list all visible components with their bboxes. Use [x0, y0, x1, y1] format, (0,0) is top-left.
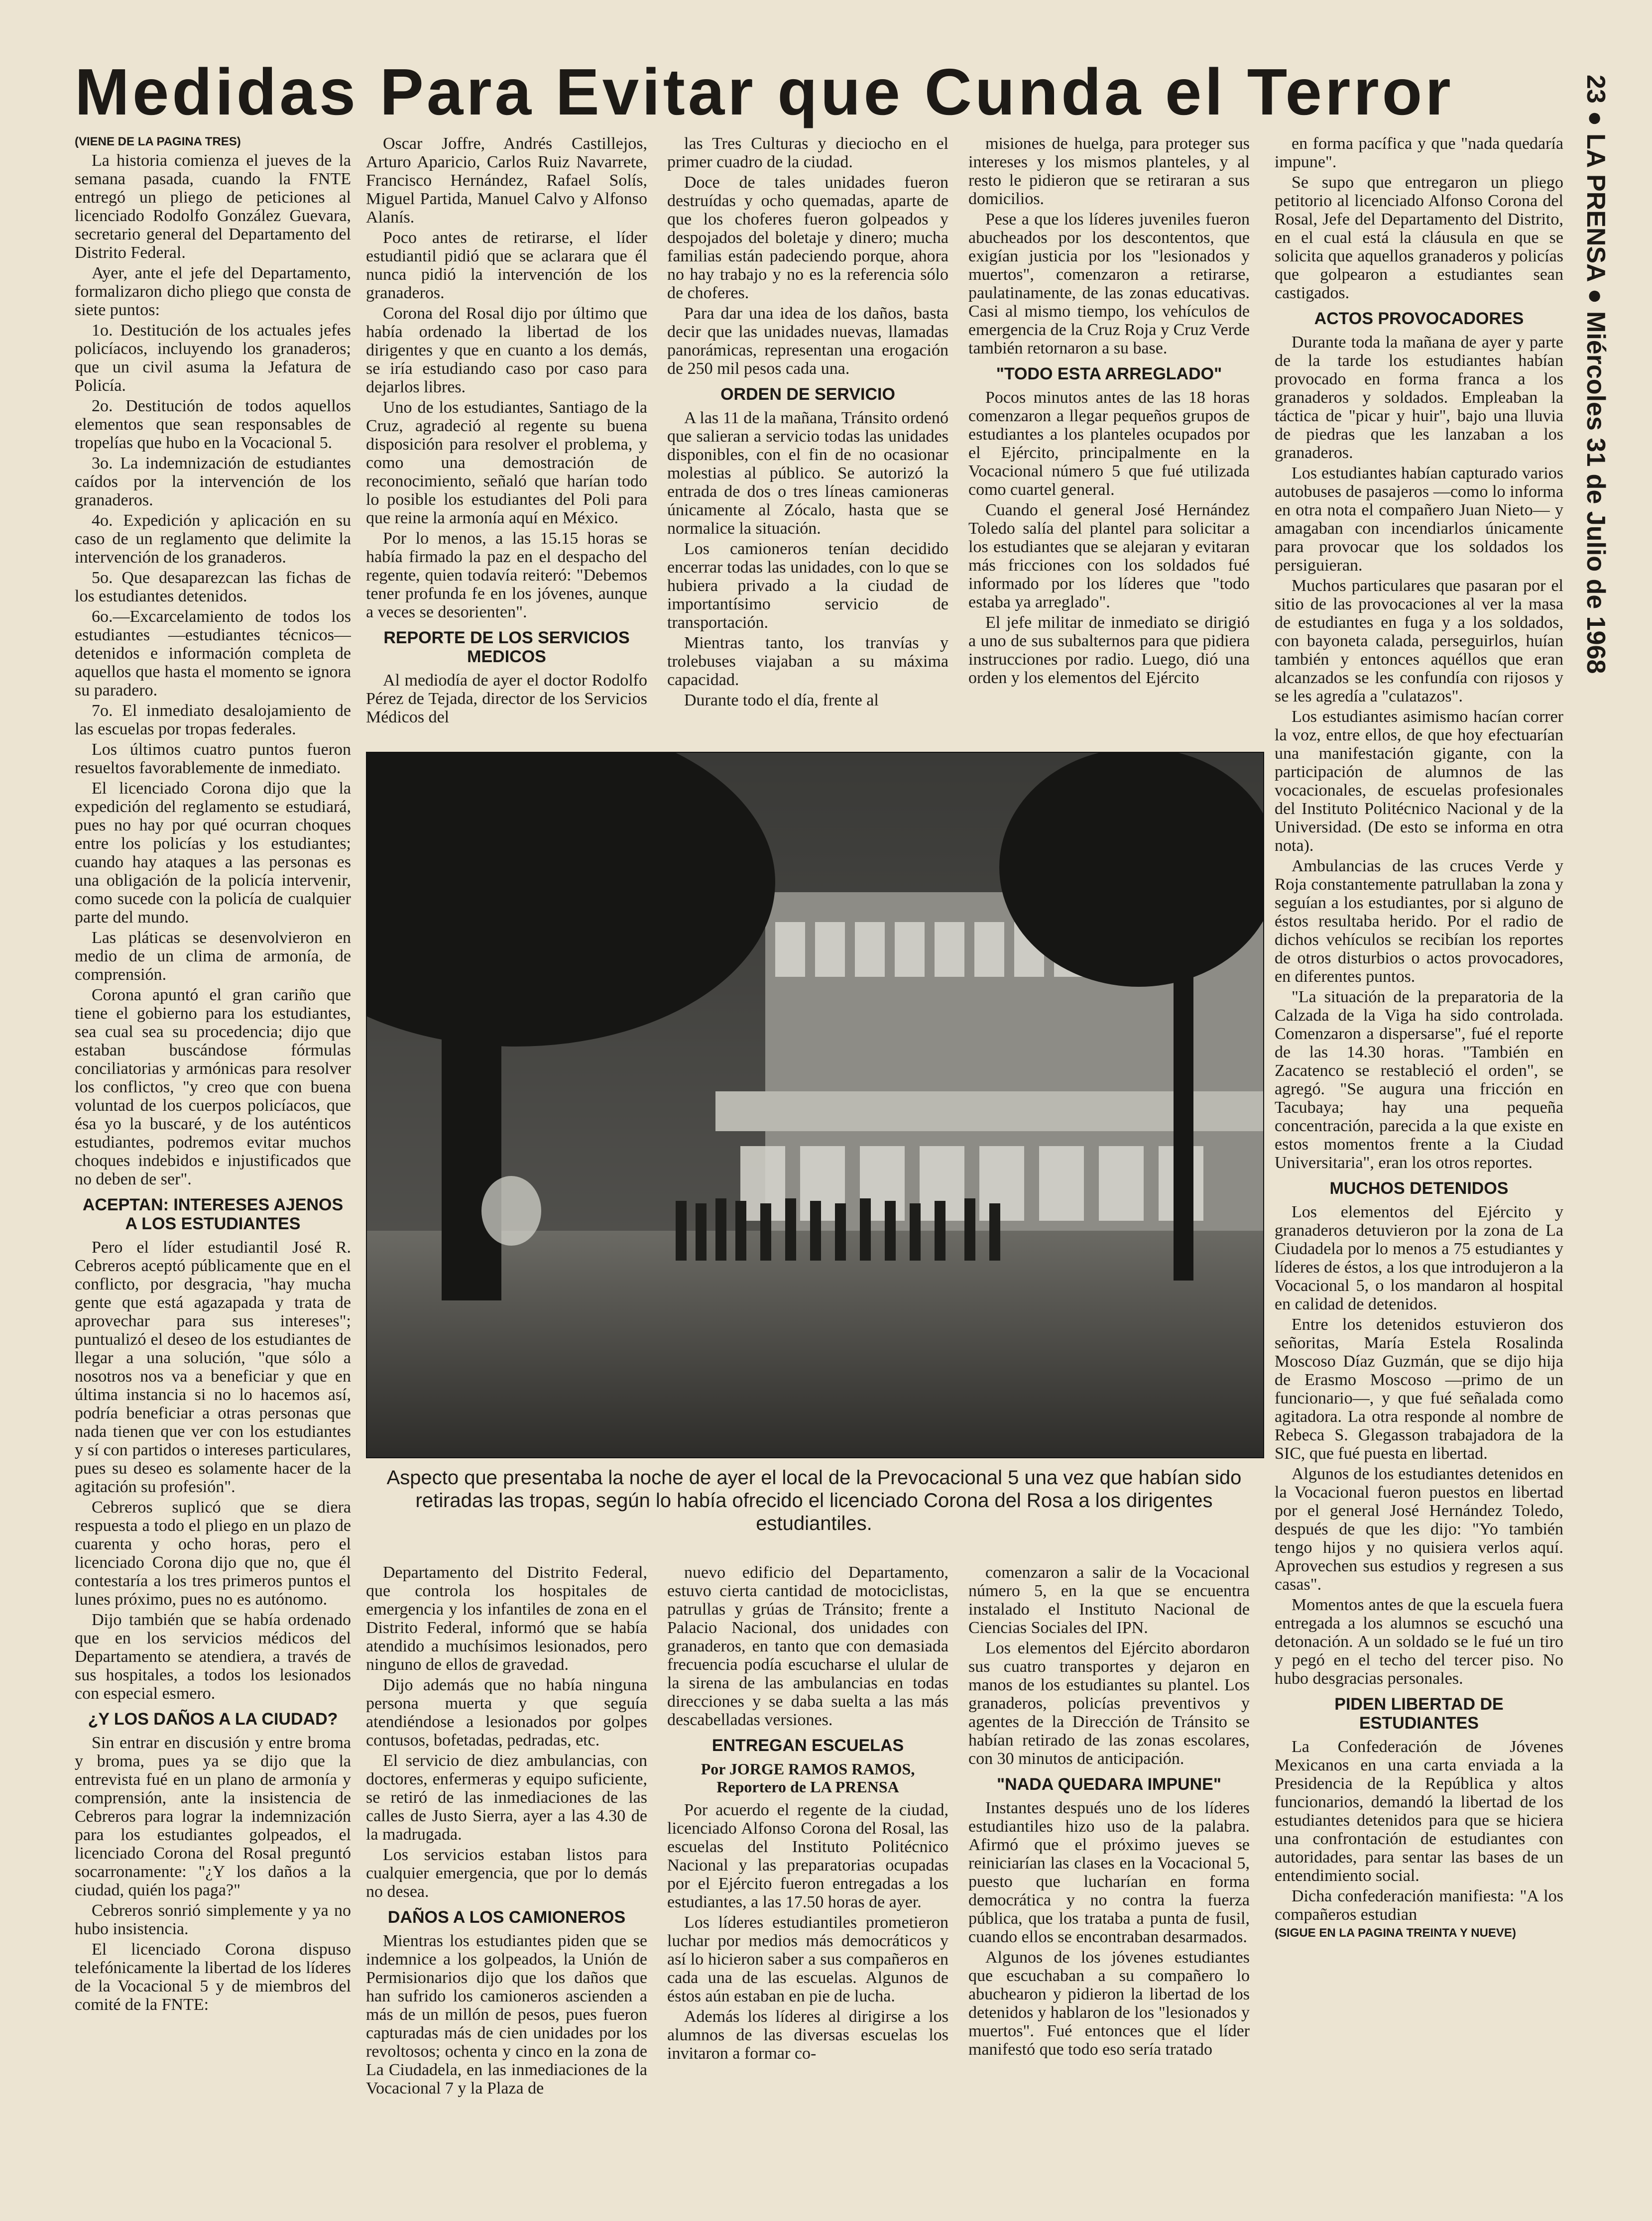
- paragraph: Corona del Rosal dijo por último que había ordenado la libertad de los dirigentes y que en cuanto a los demás, se iría estudiando caso por caso para dejarlos libres.: [366, 304, 647, 396]
- paragraph: Por acuerdo el regente de la ciudad, licenciado Alfonso Corona del Rosal, las escuelas del Instituto Politécnico Nacional y las preparatorias ocupadas por el Ejército fueron entregadas a los estudiantes, a las 17.50 horas de ayer.: [667, 1801, 948, 1911]
- news-photo: [366, 752, 1264, 1458]
- col5-body-2: [1275, 333, 1563, 1172]
- masthead-date: 23 ● LA PRENSA ● Miércoles 31 de Julio de 1968: [1581, 75, 1610, 674]
- col2b-body: [366, 1563, 647, 1901]
- paragraph: Durante todo el día, frente al: [684, 691, 879, 709]
- col1-body-3: [75, 1734, 351, 2014]
- paragraph: Mientras los estudiantes piden que se indemnice a los golpeados, la Unión de Permisionarios dijo que los daños que han sufrido los camioneros ascienden a más de un millón de pesos, pues fueron capturadas más de cien unidades por los revoltosos; ochenta y cinco en la zona de La Ciudadela, en las inmediaciones de la Vocacional 7 y la Plaza de: [366, 1932, 647, 2098]
- paragraph: "La situación de la preparatoria de la Calzada de la Viga ha sido controlada. Comenzaron a dispersarse", fué el reporte de las 14.30 horas. "También en Zacatenco se restableció el orden", se agregó. "Se augura una fricción en Tacubaya; hay una pequeña concentración, parecida a la que existe en estos momentos frente a la Ciudad Universitaria", eran los otros reportes.: [1275, 988, 1563, 1172]
- col1-body-2: [75, 1238, 351, 1703]
- paragraph: 4o. Expedición y aplicación en su caso de un reglamento que delimite la intervención de los granaderos.: [75, 511, 351, 567]
- photo-caption: Aspecto que presentaba la noche de ayer el local de la Prevocacional 5 una vez que habían sido retiradas las tropas, según lo había ofrecido el licenciado Corona del Rosa a los dirigentes estudiantiles.: [386, 1467, 1242, 1534]
- paragraph: Dijo además que no había ninguna persona muerta y que seguía atendiéndose a lesionados por golpes contusos, bofetadas, pedradas, etc.: [366, 1676, 647, 1750]
- col3b-body-2: [667, 1801, 948, 2063]
- paragraph: Durante toda la mañana de ayer y parte de la tarde los estudiantes habían provocado en forma franca a los granaderos y soldados. Empleaban la táctica de "picar y huir", bajo una lluvia de piedras que les lanzaban a los granaderos.: [1275, 333, 1563, 462]
- paragraph: El licenciado Corona dijo que la expedición del reglamento se estudiará, pues no hay por qué ocurran choques entre los policías y los estudiantes; cuando hay ataques a las personas es una obligación de la policía intervenir, como sucede con la policía de cualquier parte del mundo.: [75, 779, 351, 927]
- col3-body-2: [667, 409, 948, 709]
- paragraph: misiones de huelga, para proteger sus intereses y los mismos planteles, y al resto le pidieron que se retiraran a sus domicilios.: [968, 134, 1250, 208]
- paragraph: Cebreros sonrió simplemente y ya no hubo insistencia.: [75, 1901, 351, 1938]
- paragraph: Los líderes estudiantiles prometieron luchar por medios más democráticos y así lo hicieron saber a sus compañeros en cada una de las escuelas. Algunos de éstos aún estaban en pie de lucha.: [667, 1913, 948, 2005]
- paragraph: Algunos de los jóvenes estudiantes que escuchaban a su compañero lo abuchearon y pidieron la libertad de los detenidos y hablaron de los "lesionados y muertos". Fué entonces que el líder manifestó que todo eso sería tratado: [968, 1948, 1250, 2059]
- col4-body: [968, 134, 1250, 357]
- paragraph: Sin entrar en discusión y entre broma y broma, pues ya se dijo que la entrevista fué en un plano de armonía y comprensión, ante la insistencia de Cebreros para lograr la indemnización para los estudiantes golpeados, el licenciado Corona del Rosal preguntó socarronamente: "¿Y los daños a la ciudad, quién los paga?": [75, 1734, 351, 1899]
- column-2-top: [366, 134, 647, 744]
- paragraph: en forma pacífica y que "nada quedaría impune".: [1275, 134, 1563, 171]
- paragraph: 1o. Destitución de los actuales jefes policíacos, incluyendo los granaderos; que un civil asuma la Jefatura de Policía.: [75, 321, 351, 395]
- column-4-top: [968, 134, 1250, 744]
- col1-subhead-1: ACEPTAN: INTERESES AJENOS A LOS ESTUDIANTES: [82, 1195, 344, 1233]
- paragraph: Departamento del Distrito Federal, que controla los hospitales de emergencia y los infantiles de zona en el Distrito Federal, informó que se había atendido a muchísimos lesionados, pero ninguno de ellos de gravedad.: [366, 1563, 647, 1674]
- col2-body: [366, 134, 647, 621]
- paragraph: Cebreros suplicó que se diera respuesta a todo el pliego en un plazo de cuarenta y ocho horas, pero el licenciado Corona dijo que no, que él contestaría a los tres primeros puntos el lunes próximo, pues no es autónomo.: [75, 1498, 351, 1609]
- paragraph: Cuando el general José Hernández Toledo salía del plantel para solicitar a los estudiantes que se alejaran y evitaran más fricciones con los soldados fué informado por los líderes que "todo estaba ya arreglado".: [968, 501, 1250, 611]
- paragraph: La Confederación de Jóvenes Mexicanos en una carta enviada a la Presidencia de la República y altos funcionarios, demandó la libertad de los estudiantes detenidos para que se hiciera una confrontación de estudiantes con autoridades, para sentar las bases de un entendimiento social.: [1275, 1738, 1563, 1885]
- paragraph: La historia comienza el jueves de la semana pasada, cuando la FNTE entregó un pliego de peticiones al licenciado Rodolfo González Guevara, secretario general del Departamento del Distrito Federal.: [75, 151, 351, 262]
- col2b-body-2: [366, 1932, 647, 2098]
- paragraph: Los servicios estaban listos para cualquier emergencia, que por lo demás no desea.: [366, 1846, 647, 1901]
- paragraph: El servicio de diez ambulancias, con doctores, enfermeras y equipo suficiente, se retiró de las inmediaciones de las calles de Justo Sierra, ayer a las 4.30 de la madrugada.: [366, 1752, 647, 1844]
- paragraph: Las pláticas se desenvolvieron en medio de un clima de armonía, de comprensión.: [75, 929, 351, 984]
- paragraph: Pero el líder estudiantil José R. Cebreros aceptó públicamente que en el conflicto, por desgracia, "hay mucha gente que está agazapada y trata de aprovechar para sus intereses"; puntualizó el deseo de los estudiantes de llegar a una solución, "que sólo a nosotros nos va a beneficiar y que en última instancia si no lo hacemos así, podría beneficiar a otras personas que nada tienen que ver con los estudiantes y sí con partidos o intereses particulares, pues su deseo es solamente hacer de la agitación su profesión".: [75, 1238, 351, 1496]
- paragraph: Entre los detenidos estuvieron dos señoritas, María Estela Rosalinda Moscoso Díaz Guzmán, que se dijo hija de Erasmo Moscoso —primo de un funcionario—, y que fué señalada como agitadora. La otra responde al nombre de Rebeca S. Glegasson trabajadora de la SIC, que fué puesta en libertad.: [1275, 1315, 1563, 1463]
- paragraph: Los últimos cuatro puntos fueron resueltos favorablemente de inmediato.: [75, 740, 351, 777]
- col2-body-2: [366, 671, 647, 726]
- paragraph: Uno de los estudiantes, Santiago de la Cruz, agradeció al regente su buena disposición para resolver el problema, y como una demostración de reconocimiento, señaló que harían todo lo posible los estudiantes del Poli para que reine la armonía aquí en México.: [366, 398, 647, 527]
- paragraph: Instantes después uno de los líderes estudiantiles hizo uso de la palabra. Afirmó que el próximo jueves se reiniciarían las clases en la Vocacional 5, puesto que lucharían en forma democrática y no contra la fuerza pública, que los trataba a punta de fusil, cuando ellos se encontraban desarmados.: [968, 1799, 1250, 1946]
- paragraph: Ayer, ante el jefe del Departamento, formalizaron dicho pliego que consta de siete puntos:: [75, 264, 351, 319]
- paragraph: 6o.—Excarcelamiento de todos los estudiantes —estudiantes técnicos— detenidos e información completa de aquellos que hasta el momento se ignora su paradero.: [75, 607, 351, 700]
- col5-subhead-1: ACTOS PROVOCADORES: [1314, 309, 1524, 328]
- paragraph: Corona apuntó el gran cariño que tiene el gobierno para los estudiantes, sea cual sea su procedencia; dijo que estaban buscándose fórmulas conciliatorias y armónicas para resolver los conflictos, "y creo que con buena voluntad de los cuerpos policíacos, que ésa yo la buscaré, y de los auténticos estudiantes, podremos evitar muchos choques indebidos e injustificados que no deben de ser".: [75, 986, 351, 1188]
- col5-body: [1275, 134, 1563, 302]
- paragraph: Los estudiantes asimismo hacían correr la voz, entre ellos, de que hoy efectuarían una manifestación gigante, con la participación de alumnos de las vocacionales, de escuelas profesionales del Instituto Politécnico Nacional y de la Universidad. (De esto se informa en otra nota).: [1275, 707, 1563, 855]
- paragraph: Dijo también que se había ordenado que en los servicios médicos del Departamento se atendiera, a través de sus hospitales, a todos los lesionados con especial esmero.: [75, 1611, 351, 1703]
- col3-subhead-1: ORDEN DE SERVICIO: [720, 385, 895, 404]
- column-2-bottom: [366, 1563, 647, 2206]
- col2b-subhead-1: DAÑOS A LOS CAMIONEROS: [387, 1908, 626, 1927]
- column-1: [75, 134, 351, 2206]
- paragraph: El licenciado Corona dispuso telefónicamente la libertad de los líderes de la Vocacional 5 y de miembros del comité de la FNTE:: [75, 1940, 351, 2014]
- column-3-top: [667, 134, 948, 744]
- paragraph: 5o. Que desaparezcan las fichas de los estudiantes detenidos.: [75, 569, 351, 605]
- paragraph: Oscar Joffre, Andrés Castillejos, Arturo Aparicio, Carlos Ruiz Navarrete, Francisco Hernández, Rafael Solís, Miguel Partida, Manuel Calvo y Alfonso Alanís.: [366, 134, 647, 227]
- photo-illustration: [367, 753, 1263, 1457]
- byline: Por JORGE RAMOS RAMOS, Reportero de LA PRENSA: [701, 1760, 915, 1796]
- col4b-body: [968, 1563, 1250, 1768]
- paragraph: Mientras tanto, los tranvías y trolebuses viajaban a su máxima capacidad.: [667, 634, 948, 689]
- paragraph: Ambulancias de las cruces Verde y Roja constantemente patrullaban la zona y seguían a los estudiantes, por si alguno de éstos resultaba herido. Por el radio de dichos vehículos se recibían los reportes de otros disturbios o actos provocadores, en diferentes puntos.: [1275, 857, 1563, 986]
- paragraph: nuevo edificio del Departamento, estuvo cierta cantidad de motociclistas, patrullas y grúas de Tránsito; frente a Palacio Nacional, dos unidades con granaderos, en tanto que con demasiada frecuencia podía escucharse el ulular de la sirena de las ambulancias en todas direcciones y se daba suelta a las más descabelladas versiones.: [667, 1563, 948, 1729]
- paragraph: A las 11 de la mañana, Tránsito ordenó que salieran a servicio todas las unidades disponibles, con el fin de no ocasionar molestias al público. Se autorizó la entrada de dos o tres líneas camioneras únicamente al Zócalo, hasta que se normalice la situación.: [667, 409, 948, 538]
- paragraph: Pese a que los líderes juveniles fueron abucheados por los descontentos, que exigían justicia por los "lesionados y muertos", comenzaron a retirarse, paulatinamente, de las zonas educativas. Casi al mismo tiempo, los vehículos de emergencia de la Cruz Roja y Cruz Verde también retornaron a su base.: [968, 210, 1250, 357]
- paragraph: Los camioneros tenían decidido encerrar todas las unidades, con lo que se hubiera privado a la ciudad de importantísimo servicio de transportación.: [667, 540, 948, 632]
- column-5: [1275, 134, 1563, 2206]
- paragraph: Además los líderes al dirigirse a los alumnos de las diversas escuelas los invitaron a formar co-: [667, 2007, 948, 2063]
- paragraph: Los elementos del Ejército abordaron sus cuatro transportes y dejaron en manos de los estudiantes su plantel. Los granaderos, policías preventivos y agentes de la Dirección de Tránsito se habían retirado de las zonas escolares, con 30 minutos de anticipación.: [968, 1639, 1250, 1768]
- masthead-strip: [1573, 75, 1623, 1519]
- paragraph: Los elementos del Ejército y granaderos detuvieron por la zona de La Ciudadela por lo menos a 75 estudiantes y líderes de éstos, a los que introdujeron a la Vocacional 5, o los mandaron al hospital en calidad de detenidos.: [1275, 1203, 1563, 1313]
- paragraph: Dicha confederación manifiesta: "A los compañeros estudian: [1275, 1887, 1563, 1924]
- col5-subhead-3: PIDEN LIBERTAD DE ESTUDIANTES: [1334, 1695, 1504, 1733]
- col4b-subhead-1: "NADA QUEDARA IMPUNE": [997, 1775, 1221, 1794]
- paragraph: comenzaron a salir de la Vocacional número 5, en la que se encuentra instalado el Instituto Nacional de Ciencias Sociales del IPN.: [968, 1563, 1250, 1637]
- col3b-subhead-1: ENTREGAN ESCUELAS: [711, 1736, 904, 1755]
- paragraph: Poco antes de retirarse, el líder estudiantil pidió que se aclarara que él nunca pidió la intervención de los granaderos.: [366, 229, 647, 302]
- paragraph: 7o. El inmediato desalojamiento de las escuelas por tropas federales.: [75, 701, 351, 738]
- paragraph: Se supo que entregaron un pliego petitorio al licenciado Alfonso Corona del Rosal, Jefe del Departamento del Distrito, en el cual está la cláusula en que se solicita que aquellos granaderos y policías que golpearon a estudiantes sean castigados.: [1275, 173, 1563, 302]
- col4b-body-2: [968, 1799, 1250, 2059]
- continued-from: (VIENE DE LA PAGINA TRES): [75, 135, 241, 148]
- paragraph: 2o. Destitución de todos aquellos elementos que sean responsables de tropelías que hubo en la Vocacional 5.: [75, 397, 351, 452]
- col3-body: [667, 134, 948, 378]
- paragraph: Al mediodía de ayer el doctor Rodolfo Pérez de Tejada, director de los Servicios Médicos del: [366, 671, 647, 726]
- col5-body-3: [1275, 1203, 1563, 1688]
- col3b-body: [667, 1563, 948, 1729]
- paragraph: Algunos de los estudiantes detenidos en la Vocacional fueron puestos en libertad por el general José Hernández Toledo, después de que les dijo: "Yo también tengo hijos y no quisiera verlos aquí. Aprovechen sus estudios y regresen a sus casas".: [1275, 1465, 1563, 1594]
- col4-body-2: [968, 388, 1250, 687]
- col5-subhead-2: MUCHOS DETENIDOS: [1329, 1179, 1509, 1198]
- paragraph: Para dar una idea de los daños, basta decir que las unidades nuevas, llamadas panorámicas, representan una erogación de 250 mil pesos cada una.: [667, 304, 948, 378]
- continued-on: (SIGUE EN LA PAGINA TREINTA Y NUEVE): [1275, 1926, 1516, 1940]
- col5-body-4: [1275, 1738, 1563, 1924]
- col4-subhead-1: "TODO ESTA ARREGLADO": [996, 364, 1222, 383]
- paragraph: 3o. La indemnización de estudiantes caídos por la intervención de los granaderos.: [75, 454, 351, 509]
- column-4-bottom: [968, 1563, 1250, 2206]
- paragraph: Por lo menos, a las 15.15 horas se había firmado la paz en el despacho del regente, quien todavía reiteró: "Debemos tener profunda fe en los jóvenes, aunque a veces se desorienten".: [366, 529, 647, 621]
- paragraph: Doce de tales unidades fueron destruídas y ocho quemadas, aparte de que los choferes fueron golpeados y despojados del boletaje y dinero; mucha familias están padeciendo porque, ahora no hay trabajo y no es la referencia sólo de choferes.: [667, 173, 948, 302]
- col2-subhead-1: REPORTE DE LOS SERVICIOS MEDICOS: [383, 628, 630, 666]
- paragraph: Los estudiantes habían capturado varios autobuses de pasajeros —como lo informa en otra nota el compañero Juan Nieto— y amagaban con incendiarlos únicamente para provocar que los soldados los persiguieran.: [1275, 464, 1563, 575]
- col1-body: [75, 151, 351, 1188]
- paragraph: Muchos particulares que pasaran por el sitio de las provocaciones al ver la masa de estudiantes en fuga y a los soldados, con bayoneta calada, perseguirlos, huían también y entonces aquéllos que eran alcanzados se les confundía con rijosos y se les agredía a "culatazos".: [1275, 577, 1563, 705]
- col1-subhead-2: ¿Y LOS DAÑOS A LA CIUDAD?: [88, 1710, 338, 1729]
- paragraph: El jefe militar de inmediato se dirigió a uno de sus subalternos para que pidiera instrucciones por radio. Luego, dió una orden y los elementos del Ejército: [968, 613, 1250, 687]
- paragraph: las Tres Culturas y dieciocho en el primer cuadro de la ciudad.: [667, 134, 948, 171]
- paragraph: Momentos antes de que la escuela fuera entregada a los alumnos se escuchó una detonación. A un soldado se le fué un tiro y pegó en el techo del tercer piso. No hubo desgracias personales.: [1275, 1596, 1563, 1688]
- column-3-bottom: [667, 1563, 948, 2206]
- headline: Medidas Para Evitar que Cunda el Terror: [75, 55, 1454, 128]
- paragraph: Pocos minutos antes de las 18 horas comenzaron a llegar pequeños grupos de estudiantes a los planteles ocupados por el Ejército, principalmente en la Vocacional número 5 que fué utilizada como cuartel general.: [968, 388, 1250, 499]
